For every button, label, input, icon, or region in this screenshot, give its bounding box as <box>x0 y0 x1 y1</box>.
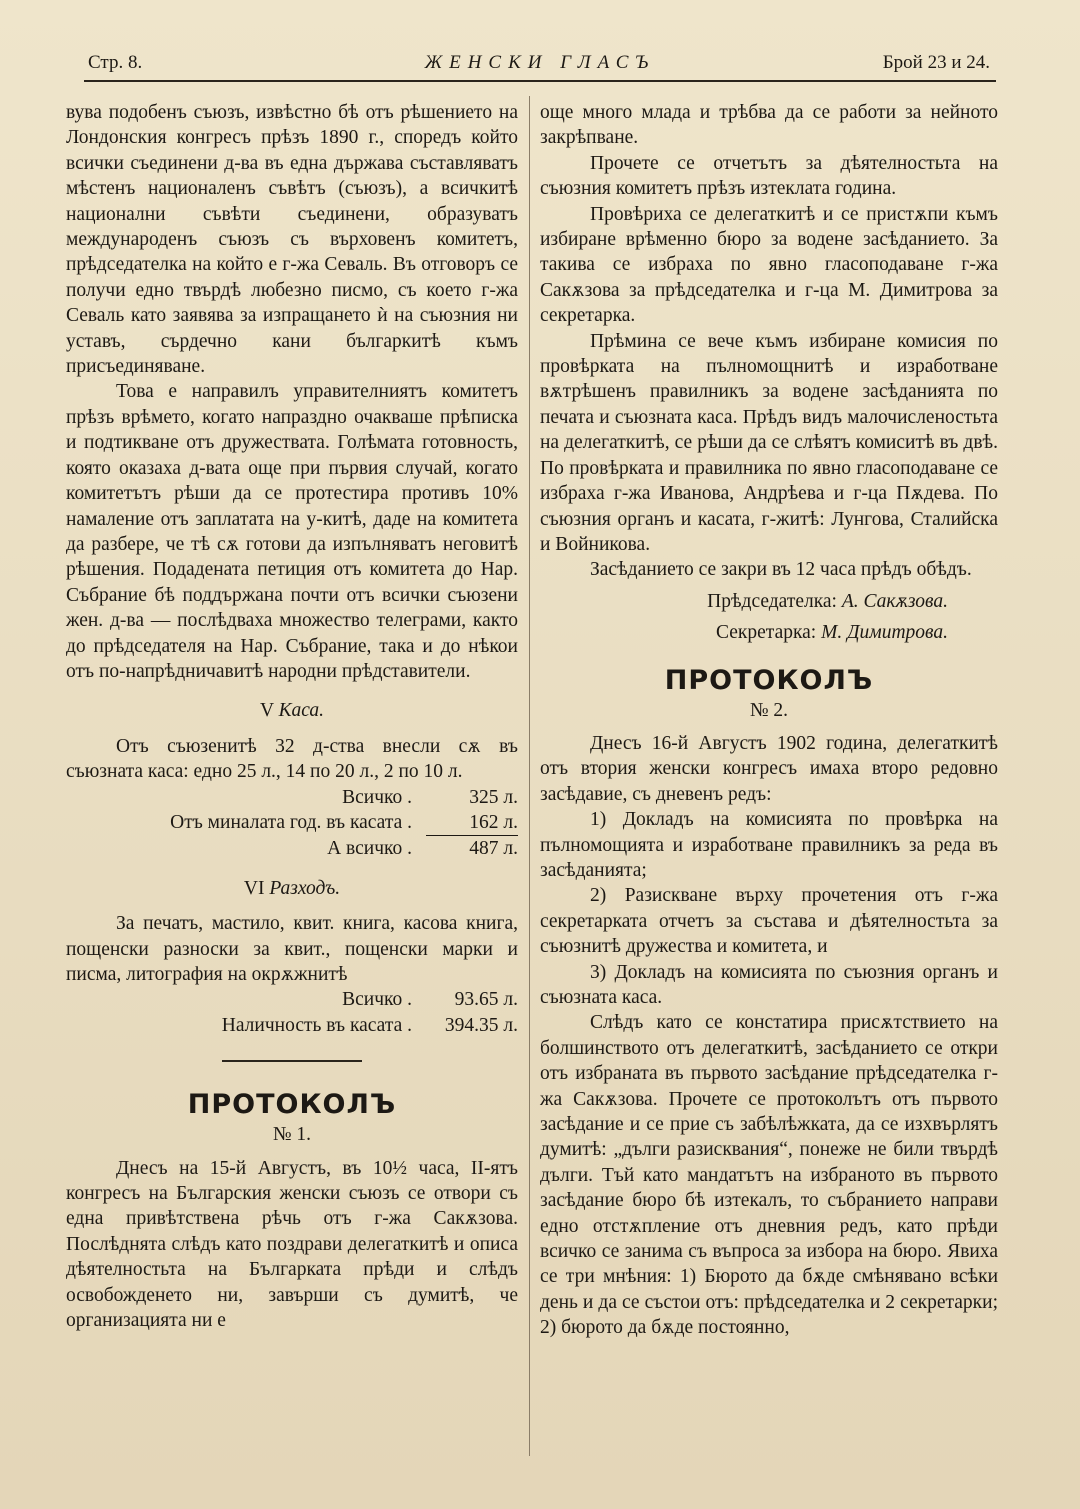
paragraph: вува подобенъ съюзъ, извѣстно бѣ отъ рѣшението на Лондонския конгресъ прѣзъ 1890 г., споредъ който всички съединени д-ва въ една държава съставляватъ мѣстенъ националенъ съвѣтъ (съюзъ), а всичкитѣ национални съвѣти съединени, образуватъ международенъ съюзъ съ върховенъ комитетъ, прѣдседателка на който е г-жа Севаль. Въ отговоръ се получи едно твърдѣ любезно писмо, съ което г-жа Севаль като заявява за изпращането ѝ на съюзния ни уставъ, сърдечно кани българкитѣ къмъ присъединяване. <box>66 102 518 378</box>
newspaper-title: ЖЕНСКИ ГЛАСЪ <box>424 52 656 73</box>
agenda-item: 2) Разискване върху прочетения отъ г-жа секретарката отчетъ за състава и дѣятелностьта за съюзнитѣ дружества и комитета, и <box>540 885 998 958</box>
amount-row <box>66 987 518 1012</box>
page-number: Стр. 8. <box>88 52 143 73</box>
paragraph: Засѣданието се закри въ 12 часа прѣдъ обѣдъ. <box>590 559 972 581</box>
amount-row <box>66 785 518 810</box>
right-column <box>540 100 998 1341</box>
paragraph: още много млада и трѣбва да се работи за нейното закрѣпване. <box>540 102 998 149</box>
section-number: VI <box>243 877 265 899</box>
section-heading-kasa <box>66 698 518 723</box>
protocol-number: № 1. <box>272 1124 312 1146</box>
amount-label: Всичко . <box>342 989 412 1011</box>
signature-name: М. Димитрова. <box>821 622 948 644</box>
paragraph: Днесъ на 15-й Августъ, въ 10½ часа, II-ятъ конгресъ на Българския женски съюзъ се отвори съ една привѣтствена рѣчь отъ г-жа Сакѫзова. Послѣднята слѣдъ като поздрави делегаткитѣ и описа дѣятелностьта на Българката прѣди и слѣдъ освобожденето ни, завърши съ думитѣ, че организацията ни е <box>66 1157 518 1332</box>
amount-row <box>66 1013 518 1038</box>
issue-number: Брой 23 и 24. <box>882 52 990 73</box>
section-title: Каса. <box>278 700 325 722</box>
left-column <box>66 100 518 1333</box>
amount-value: 394.35 л. <box>444 1014 518 1036</box>
signature-secretary <box>540 620 998 645</box>
agenda-item: 1) Докладъ на комисията по провѣрка на пълномощията и изработване правилникъ за реда въ засѣданията; <box>540 809 998 881</box>
section-title: Разходъ. <box>269 877 341 899</box>
signature-name: А. Сакѫзова. <box>841 590 948 612</box>
section-heading-razhod <box>66 876 518 901</box>
amount-value: 93.65 л. <box>454 989 518 1011</box>
signature-label: Секретарка: <box>716 622 817 644</box>
paragraph: Това е направилъ управителниятъ комитетъ прѣзъ врѣмето, когато напраздно очакваше прѣписка и подтикване отъ дружествата. Голѣмата готовность, която оказаха д-вата още при първия случай, когато комитетътъ рѣши да се протестира противъ 10% намаление отъ заплатата на у-китѣ, даде на комитета да разбере, че тѣ сѫ готови да изпълняватъ неговитѣ рѣшения. Подадената петиция отъ комитета до Нар. Събрание бѣ поддържана почти отъ всички съюзени жен. д-ва — послѣдваха множество телеграми, както до прѣдседателя на Нар. Събрание, така и до нѣкои отъ по-напрѣдничавитѣ народни прѣдставители. <box>66 381 518 682</box>
amount-label: Наличность въ касата . <box>221 1014 412 1036</box>
paragraph: Днесъ 16-й Августъ 1902 година, делегаткитѣ отъ втория женски конгресъ имаха второ редовно засѣдавие, съ дневенъ редъ: <box>540 732 998 805</box>
amount-value: 325 л. <box>469 786 518 808</box>
signature-label: Прѣдседателка: <box>707 590 837 612</box>
section-divider <box>222 1060 362 1062</box>
paragraph: За печатъ, мастило, квит. книга, касова книга, пощенски разноски за квит., пощенски марки и писма, литография на окрѫжнитѣ <box>66 913 518 985</box>
amount-row <box>66 836 518 861</box>
amount-value: 162 л. <box>426 810 518 836</box>
paragraph: Слѣдъ като се констатира присѫтствието на болшинството отъ делегаткитѣ, засѣданието се откри отъ избраната въ първото засѣдание прѣдседателка г-жа Сакѫзова. Прочете се протоколътъ отъ първото засѣдание и се прие съ забѣлѣжката, да се изхвърлятъ думитѣ: „дълги разисквания“, понеже не били твърдѣ дълги. Тъй като мандатътъ на избраното въ първото засѣдание бюро бѣ изтекалъ, то събранието направи едно отстѫпление отъ дневния редъ, като прѣди всичко се занима съ въпроса за избора на бюро. Явиха се три мнѣния: 1) Бюрото да бѫде смѣнявано всѣки день и да се състои отъ: прѣдседателка и 2 секретарки; 2) бюрото да бѫде постоянно, <box>540 1012 998 1339</box>
paragraph: Отъ съюзенитѣ 32 д-ства внесли сѫ въ съюзната каса: едно 25 л., 14 по 20 л., 2 по 10 л. <box>66 735 518 783</box>
amount-label: Всичко . <box>342 786 412 808</box>
paragraph: Прѣмина се вече къмъ избиране комисия по провѣрката на пълномощнитѣ и изработване вѫтрѣшенъ правилникъ за водене засѣданията по печата и съюзната каса. Прѣдъ видъ малочисленостьта на делегаткитѣ, се рѣши да се слѣятъ комиситѣ въ двѣ. По провѣрката и правилника по явно гласоподаване се избраха г-жа Иванова, Андрѣева и г-ца Пѫдева. По съюзния органъ и касата, г-житѣ: Лунгова, Сталийска и Войникова. <box>540 330 998 555</box>
amount-row <box>66 810 518 836</box>
page-header <box>84 50 996 82</box>
amount-label: А всичко . <box>327 838 412 860</box>
amount-label: Отъ миналата год. въ касата . <box>170 811 412 833</box>
section-number: V <box>259 700 274 722</box>
protocol-number: № 2. <box>749 699 789 721</box>
protocol-heading: ПРОТОКОЛЪ <box>187 1089 397 1121</box>
protocol-heading: ПРОТОКОЛЪ <box>664 664 874 696</box>
agenda-item: 3) Докладъ на комисията по съюзния органъ и съюзната каса. <box>540 961 998 1008</box>
signature-chair <box>540 589 998 614</box>
column-divider <box>529 96 530 1456</box>
paragraph: Прочете се отчетътъ за дѣятелностьта на съюзния комитетъ прѣзъ изтеклата година. <box>540 152 998 200</box>
paragraph: Провѣриха се делегаткитѣ и се пристѫпи къмъ избиране врѣменно бюро за водене засѣданието. За такива се избраха по явно гласоподаване г-жа Сакѫзова за прѣдседателка и г-ца М. Димитрова за секретарка. <box>540 203 998 327</box>
amount-value: 487 л. <box>469 838 518 860</box>
